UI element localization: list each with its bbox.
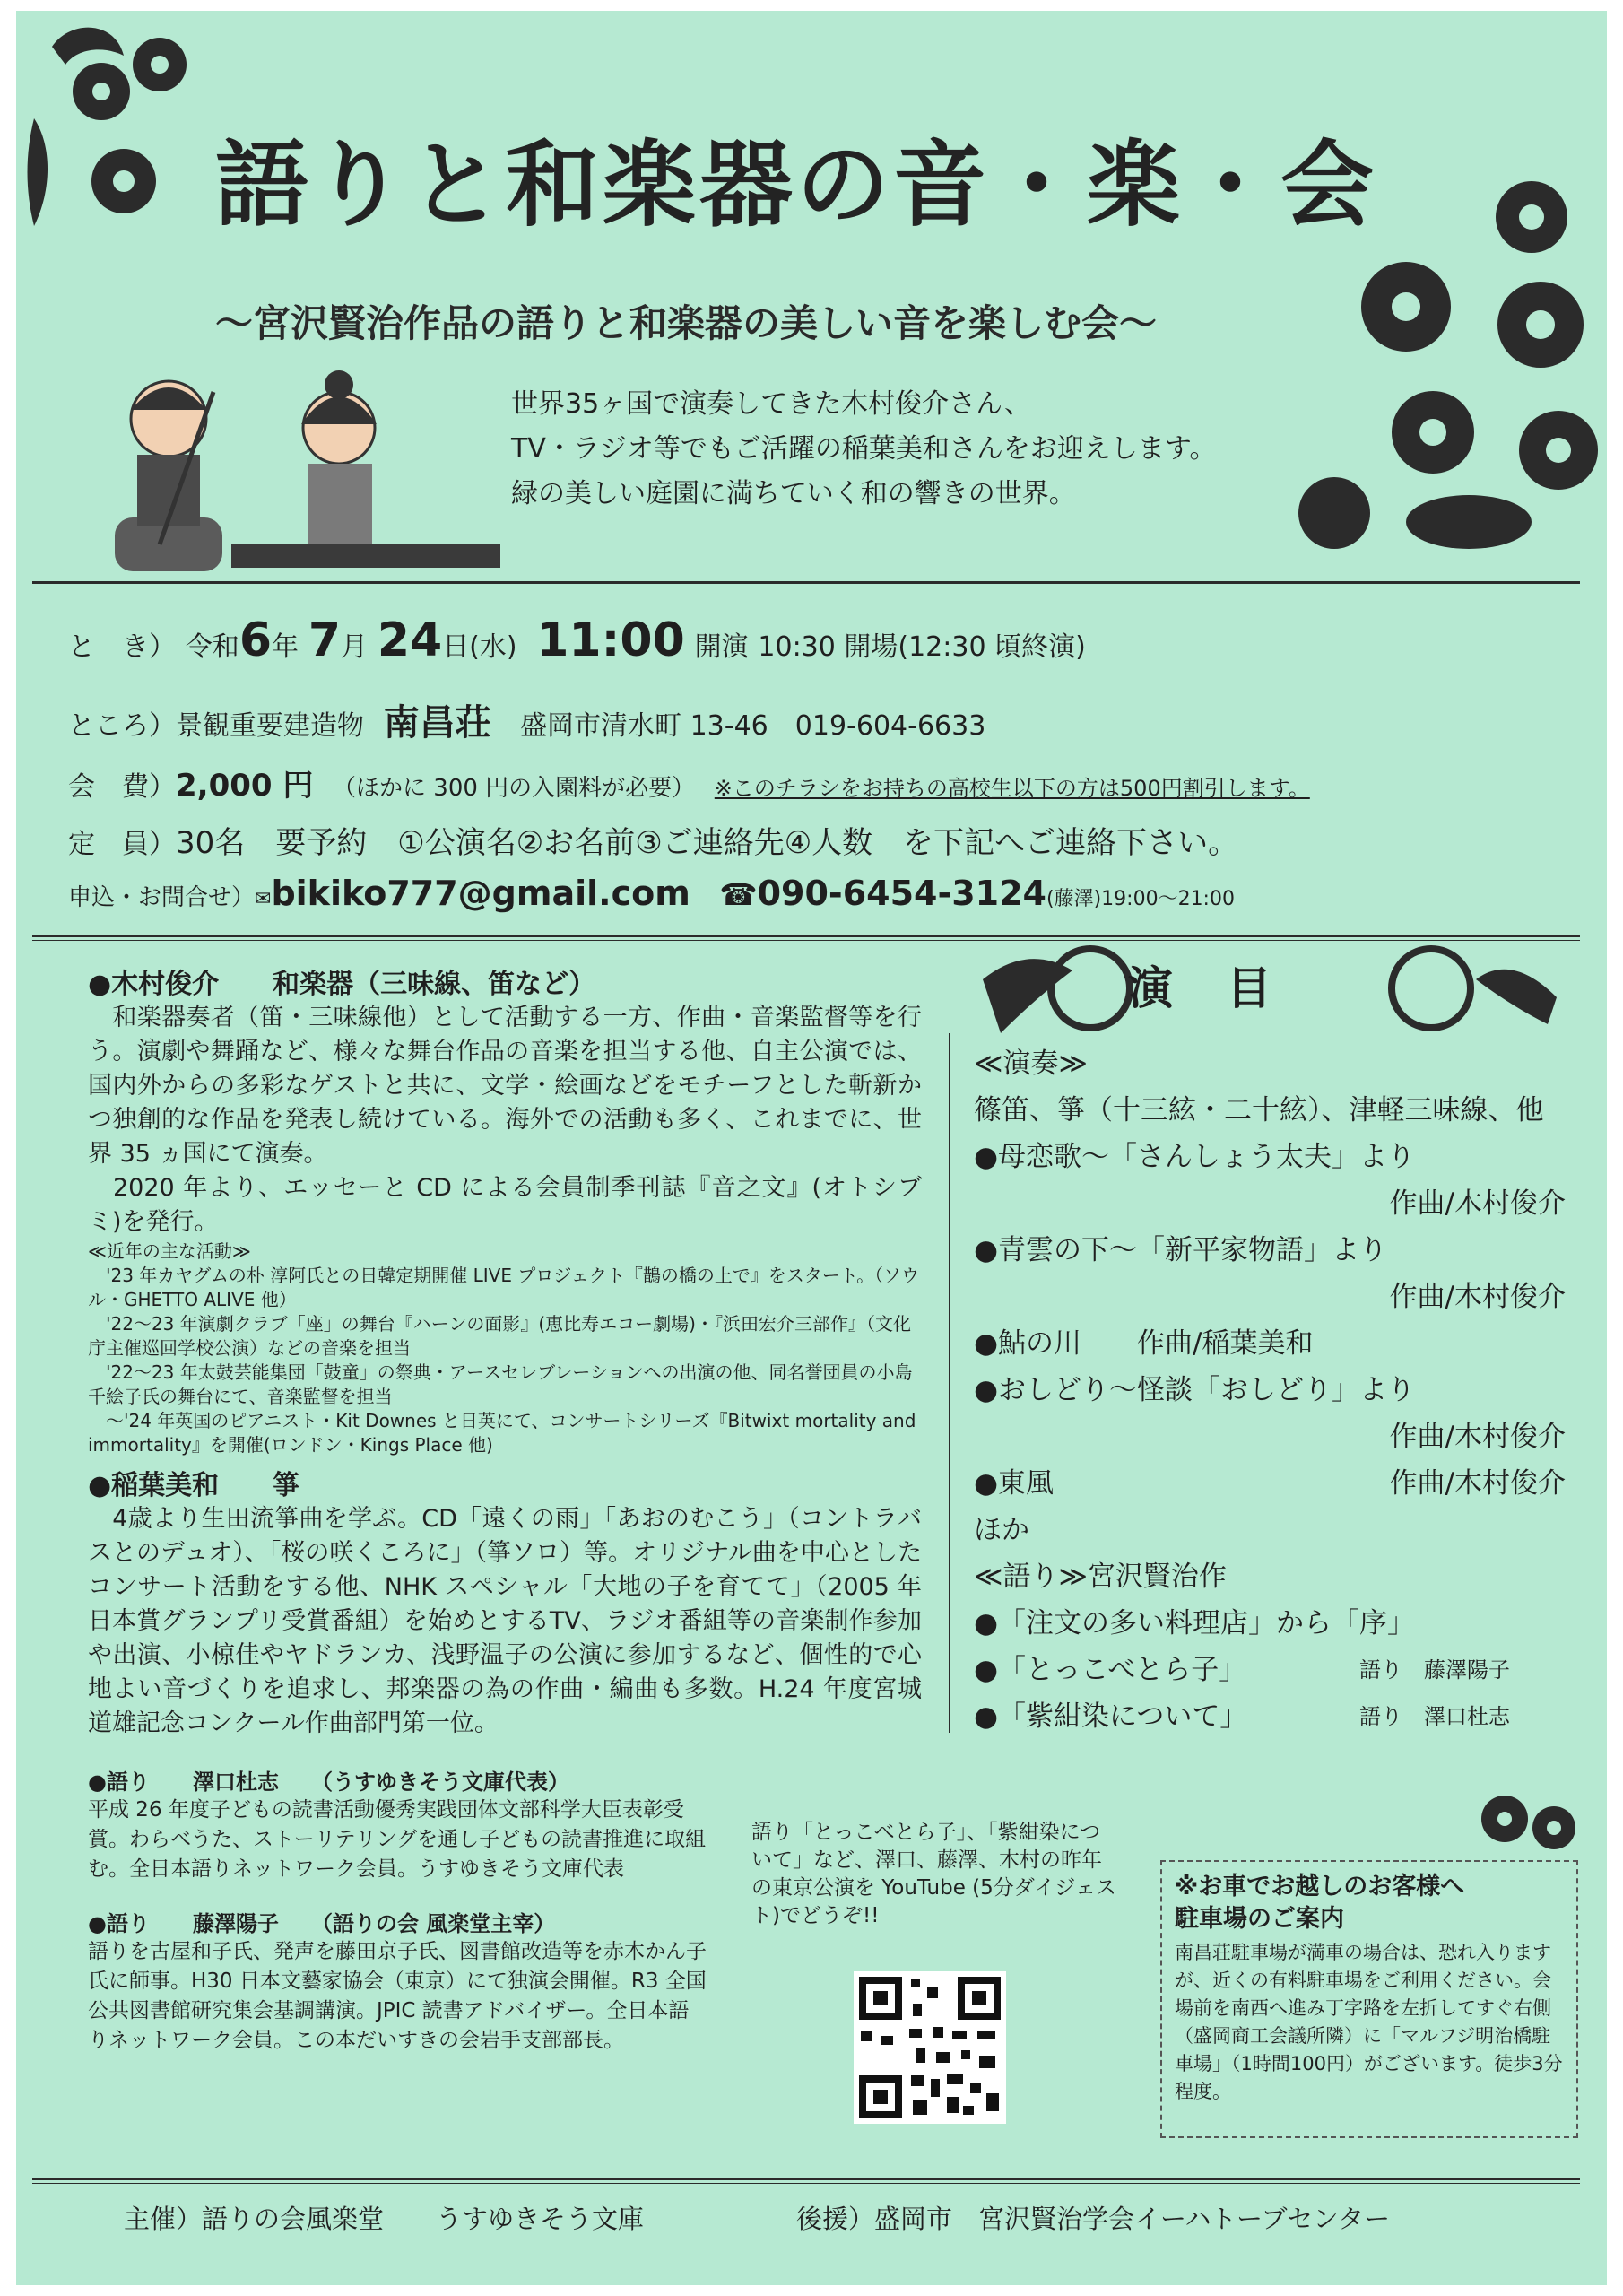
- contact-label: 申込・お問合せ）: [68, 884, 256, 911]
- fee-label: 会 費）: [68, 771, 176, 803]
- date-label: と き）: [68, 631, 176, 663]
- start-time: 11:00: [536, 613, 685, 667]
- program-instruments: 篠笛、箏（十三絃・二十絃）、津軽三味線、他: [974, 1094, 1544, 1126]
- capacity-text: 30名 要予約 ①公演名②お名前③ご連絡先④人数 を下記へご連絡下さい。: [176, 825, 1239, 861]
- program-item: [974, 1460, 1566, 1507]
- performer-bio: 平成 26 年度子どもの読書活動優秀実践団体文部科学大臣表彰受賞。わらべうた、ストーリテリングを通し子どもの読書推進に取組む。全日本語りネットワーク会員。うすゆきそう文庫代表: [88, 1798, 707, 1881]
- program-item-credit: 語り 澤口杜志: [1359, 1704, 1510, 1729]
- intro-line: 緑の美しい庭園に満ちていく和の響きの世界。: [511, 478, 1076, 509]
- performer-heading: ●語り 澤口杜志 （うすゆきそう文庫代表）: [88, 1770, 569, 1795]
- program-list: [974, 1040, 1566, 1740]
- performer-bio-extra: 2020 年より、エッセーと CD による会員制季刊誌『音之文』(オトシブミ)を発行。: [88, 1174, 922, 1236]
- performer-heading: ●稲葉美和 箏: [88, 1470, 300, 1501]
- start-label: 開演: [694, 631, 749, 663]
- date-month-unit: 月: [341, 631, 368, 663]
- program-item-title: ●東風: [974, 1467, 1055, 1500]
- date-year: 6: [239, 613, 272, 667]
- program-item: ●おしどり～怪談「おしどり」より: [974, 1374, 1416, 1406]
- organizer-credit: 主催）語りの会風楽堂 うすゆきそう文庫: [124, 2204, 645, 2234]
- info-capacity-row: [68, 818, 1238, 862]
- date-day-unit: 日(水): [442, 631, 517, 663]
- venue-type: 景観重要建造物: [176, 710, 364, 742]
- mail-icon: ✉: [255, 888, 272, 910]
- date-month: 7: [308, 613, 341, 667]
- parking-body: 南昌荘駐車場が満車の場合は、恐れ入りますが、近くの有料駐車場をご利用ください。会場前を南西へ進み丁字路を左折してすぐ右側（盛岡商工会議所隣）に「マルフジ明治橋駐車場」（1時間100円）がございます。徒歩3分程度。: [1175, 1942, 1563, 2102]
- intro-line: TV・ラジオ等でもご活躍の稲葉美和さんをお迎えします。: [511, 433, 1217, 465]
- capacity-label: 定 員）: [68, 829, 176, 860]
- performer-bio: 語りを古屋和子氏、発声を藤田京子氏、図書館改造等を赤木かん子氏に師事。H30 日本文藝家協会（東京）にて独演会開催。R3 全国公共図書館研究集会基調講演。JPIC 読書アドバイザー。全日本語りネットワーク会員。この本だいすきの会岩手支部部長。: [88, 1940, 707, 2052]
- parking-heading: ※お車でお越しのお客様へ: [1175, 1873, 1465, 1900]
- fee-note: （ほかに 300 円の入園料が必要）: [333, 775, 696, 802]
- note-line: ～'24 年英国のピアニスト・Kit Downes と日英にて、コンサートシリーズ『Bitwixt mortality and immortality』を開催(ロンドン・Kings Place 他): [88, 1410, 916, 1456]
- program-item-credit: 作曲/木村俊介: [1389, 1187, 1566, 1220]
- info-date-row: [68, 613, 1086, 667]
- flyer-sheet: [16, 11, 1607, 2285]
- venue-address: 盛岡市清水町 13-46 019-604-6633: [520, 710, 986, 742]
- performer-heading: ●木村俊介 和楽器（三味線、笛など）: [88, 969, 596, 1000]
- program-item-credit: 語り 藤澤陽子: [1359, 1657, 1510, 1683]
- contact-phone-note: (藤澤)19:00～21:00: [1046, 888, 1235, 910]
- program-title: 演目: [1128, 961, 1325, 1014]
- supporter-credit: 後援）盛岡市 宮沢賢治学会イーハトーブセンター: [796, 2204, 1391, 2234]
- program-item: [974, 1647, 1566, 1693]
- program-item: ●鮎の川 作曲/稲葉美和: [974, 1327, 1314, 1360]
- date-era: 令和: [185, 631, 239, 663]
- discount-note: ※このチラシをお持ちの高校生以下の方は500円割引します。: [714, 776, 1310, 801]
- parking-subheading: 駐車場のご案内: [1175, 1905, 1344, 1933]
- info-fee-row: [68, 761, 1310, 804]
- intro-text: [511, 382, 1216, 517]
- note-line: '22～23 年演劇クラブ「座」の舞台『ハーンの面影』(恵比寿エコー劇場)・『浜田宏介三部作』（文化庁主催巡回学校公演）などの音楽を担当: [88, 1313, 911, 1359]
- program-item: ●青雲の下～「新平家物語」より: [974, 1234, 1388, 1266]
- program-item-credit: 作曲/木村俊介: [1389, 1421, 1566, 1453]
- program-others: ほか: [974, 1514, 1029, 1546]
- program-item-credit: 作曲/木村俊介: [1389, 1467, 1566, 1500]
- qr-code[interactable]: [854, 1971, 1006, 2124]
- program-section-header: ≪演奏≫: [974, 1048, 1088, 1080]
- venue-name: 南昌荘: [383, 702, 491, 744]
- parking-info-box: [1160, 1860, 1578, 2138]
- program-item: ●「注文の多い料理店」から「序」: [974, 1607, 1416, 1639]
- flower-ornament-top-left: [16, 11, 222, 280]
- note-line: '22～23 年太鼓芸能集団「鼓童」の祭典・アースセレブレーションへの出演の他、同名誉団員の小島千絵子氏の舞台にて、音楽監督を担当: [88, 1361, 913, 1407]
- divider: [32, 2178, 1580, 2184]
- program-section-header: ≪語り≫宮沢賢治作: [974, 1561, 1227, 1593]
- event-title: 語りと和楽器の音・楽・会: [215, 130, 1378, 239]
- morning-glory-ornament: [1469, 1783, 1585, 1864]
- performer-heading: ●語り 藤澤陽子 （語りの会 風楽堂主宰）: [88, 1911, 556, 1936]
- performers-illustration: [97, 365, 509, 585]
- performer-bio: 4歳より生田流箏曲を学ぶ。CD「遠くの雨」「あおのむこう」（コントラバスとのデュオ）、「桜の咲くころに」（箏ソロ）等。オリジナル曲を中心としたコンサート活動をする他、NHK スペシャル「大地の子を育てて」（2005 年日本賞グランプリ受賞番組）を始めとするTV、ラジオ番組等の音楽制作参加や出演、小椋佳やヤドランカ、浅野温子の公演に参加するなど、個性的で心地よい音づくりを追求し、邦楽器の為の作曲・編曲も多数。H.24 年度宮城道雄記念コンクール作曲部門第一位。: [88, 1505, 922, 1737]
- note-line: '23 年カヤグムの朴 淳阿氏との日韓定期開催 LIVE プロジェクト『鵲の橋の上で』をスタート。（ソウル・GHETTO ALIVE 他）: [88, 1265, 920, 1310]
- performer-bio: 和楽器奏者（笛・三味線他）として活動する一方、作曲・音楽監督等を行う。演劇や舞踊など、様々な舞台作品の音楽を担当する他、自主公演では、国内外からの多彩なゲストと共に、文学・絵画などをモチーフとした斬新かつ独創的な作品を発表し続けている。海外での活動も多く、これまでに、世界 35 ヵ国にて演奏。: [88, 1004, 922, 1168]
- program-item-credit: 作曲/木村俊介: [1389, 1281, 1566, 1313]
- info-venue-row: [68, 694, 985, 745]
- intro-line: 世界35ヶ国で演奏してきた木村俊介さん、: [511, 388, 1031, 420]
- note-line: ≪近年の主な活動≫: [88, 1240, 251, 1262]
- info-contact-row: [68, 874, 1235, 913]
- date-year-unit: 年: [272, 631, 299, 663]
- contact-email[interactable]: bikiko777@gmail.com: [271, 874, 690, 913]
- event-subtitle: ～宮沢賢治作品の語りと和楽器の美しい音を楽しむ会～: [215, 301, 1158, 345]
- open-time: 10:30 開場(12:30 頃終演): [758, 631, 1086, 663]
- youtube-note: 語り「とっこべとら子」、「紫紺染について」など、澤口、藤澤、木村の昨年の東京公演を YouTube (5分ダイジェスト)でどうぞ!!: [751, 1821, 1116, 1927]
- fee-amount: 2,000 円: [176, 768, 314, 804]
- column-divider: [949, 1033, 950, 1733]
- program-item-title: ●「紫紺染について」: [974, 1700, 1248, 1733]
- divider: [32, 581, 1580, 587]
- program-item: ●母恋歌～「さんしょう太夫」より: [974, 1141, 1416, 1173]
- activity-notes: [88, 1239, 922, 1457]
- date-day: 24: [377, 613, 443, 667]
- venue-label: ところ）: [68, 710, 176, 742]
- contact-phone[interactable]: 090-6454-3124: [757, 874, 1046, 913]
- phone-icon: ☎: [719, 877, 758, 913]
- program-item-title: ●「とっこべとら子」: [974, 1654, 1247, 1686]
- program-item: [974, 1693, 1566, 1740]
